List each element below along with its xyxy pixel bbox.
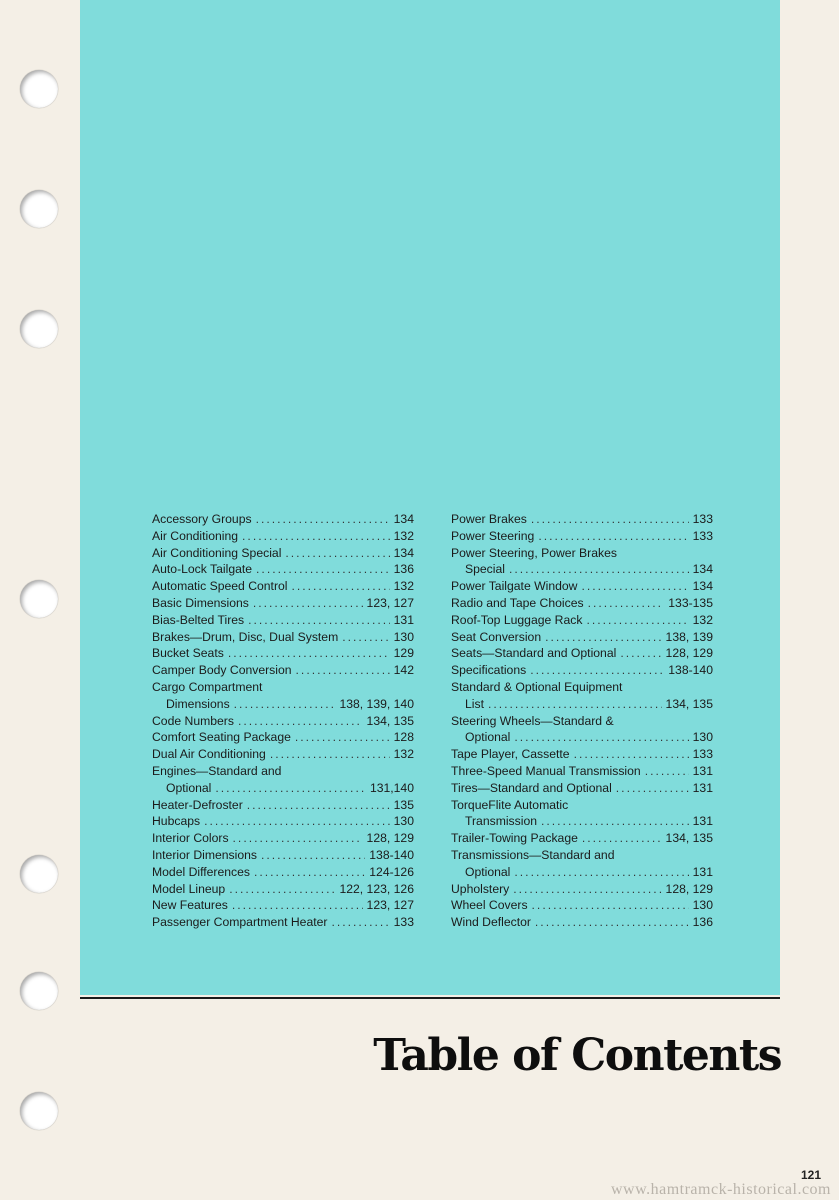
entry-label: Dimensions — [166, 696, 230, 711]
entry-label: Three-Speed Manual Transmission — [451, 763, 641, 778]
entry-page: 133-135 — [668, 595, 713, 610]
entry-page: 128 — [393, 730, 414, 745]
dot-leader — [285, 545, 389, 562]
entry-page: 128, 129 — [366, 831, 414, 846]
index-entry — [152, 746, 414, 763]
dot-leader — [256, 511, 390, 528]
entry-label: Interior Dimensions — [152, 847, 257, 862]
dot-leader — [261, 847, 365, 864]
dot-leader — [248, 612, 390, 629]
index-entry — [451, 595, 713, 612]
dot-leader — [581, 578, 688, 595]
index-entry — [451, 830, 713, 847]
index-entry — [451, 545, 713, 562]
index-entry — [451, 763, 713, 780]
index-entry — [152, 511, 414, 528]
entry-page: 134 — [692, 562, 713, 577]
index-entry — [152, 696, 414, 713]
dot-leader — [514, 864, 688, 881]
binder-hole — [20, 580, 58, 618]
index-entry — [152, 830, 414, 847]
entry-label: Trailer-Towing Package — [451, 831, 578, 846]
index-entry — [451, 629, 713, 646]
dot-leader — [535, 914, 689, 931]
index-entry — [152, 612, 414, 629]
index-entry — [152, 797, 414, 814]
entry-page: 133 — [692, 747, 713, 762]
index-entry — [152, 813, 414, 830]
binder-hole — [20, 70, 58, 108]
index-entry — [152, 545, 414, 562]
index-entry — [152, 897, 414, 914]
entry-page: 131 — [692, 864, 713, 879]
index-entry — [451, 914, 713, 931]
dot-leader — [545, 629, 661, 646]
entry-label: New Features — [152, 898, 228, 913]
entry-label: Brakes—Drum, Disc, Dual System — [152, 629, 339, 644]
watermark: www.hamtramck-historical.com — [610, 1181, 831, 1198]
dot-leader — [247, 797, 390, 814]
index-entry — [451, 847, 713, 864]
dot-leader — [253, 595, 363, 612]
dot-leader — [513, 881, 661, 898]
entry-page: 130 — [393, 814, 414, 829]
dot-leader — [215, 780, 366, 797]
entry-label: Seat Conversion — [451, 629, 542, 644]
entry-page: 129 — [393, 646, 414, 661]
dot-leader — [295, 729, 390, 746]
entry-label: Hubcaps — [152, 814, 201, 829]
index-entry — [152, 528, 414, 545]
index-entry — [152, 780, 414, 797]
entry-label: Camper Body Conversion — [152, 663, 292, 678]
index-entry — [451, 612, 713, 629]
entry-label: Air Conditioning — [152, 528, 239, 543]
index-entry — [152, 713, 414, 730]
dot-leader — [509, 561, 689, 578]
entry-page: 132 — [393, 747, 414, 762]
dot-leader — [256, 561, 390, 578]
entry-page: 130 — [692, 898, 713, 913]
entry-page: 131 — [393, 612, 414, 627]
entry-page: 133 — [692, 528, 713, 543]
entry-label: Model Differences — [152, 864, 250, 879]
entry-page: 123, 127 — [366, 898, 414, 913]
entry-label: Automatic Speed Control — [152, 579, 288, 594]
dot-leader — [229, 881, 335, 898]
entry-page: 130 — [692, 730, 713, 745]
dot-leader — [292, 578, 390, 595]
index-entry — [152, 847, 414, 864]
dot-leader — [531, 511, 689, 528]
entry-page: 124-126 — [369, 864, 414, 879]
entry-label: Seats—Standard and Optional — [451, 646, 617, 661]
dot-leader — [228, 645, 390, 662]
index-entry — [451, 729, 713, 746]
entry-page: 132 — [692, 612, 713, 627]
dot-leader — [620, 645, 661, 662]
entry-label: Standard & Optional Equipment — [451, 679, 623, 694]
entry-label: Radio and Tape Choices — [451, 595, 584, 610]
dot-leader — [532, 897, 689, 914]
dot-leader — [488, 696, 662, 713]
dot-leader — [331, 914, 389, 931]
entry-label: Code Numbers — [152, 713, 234, 728]
entry-label: Interior Colors — [152, 831, 229, 846]
dot-leader — [530, 662, 664, 679]
dot-leader — [538, 528, 688, 545]
entry-page: 138, 139, 140 — [339, 696, 414, 711]
entry-label: Power Tailgate Window — [451, 579, 578, 594]
index-entry — [451, 561, 713, 578]
entry-page: 123, 127 — [366, 595, 414, 610]
entry-page: 134 — [393, 512, 414, 526]
index-entry — [152, 662, 414, 679]
entry-label: Wheel Covers — [451, 898, 528, 913]
dot-leader — [645, 763, 689, 780]
entry-page: 133 — [692, 512, 713, 526]
index-entry — [451, 797, 713, 814]
dot-leader — [586, 612, 688, 629]
entry-page: 134, 135 — [665, 831, 713, 846]
entry-label: Tires—Standard and Optional — [451, 780, 612, 795]
index-entry — [152, 763, 414, 780]
entry-page: 134 — [692, 579, 713, 594]
entry-page: 128, 129 — [665, 881, 713, 896]
entry-page: 131 — [692, 763, 713, 778]
index-entry — [451, 881, 713, 898]
divider-rule — [80, 997, 780, 999]
index-entry — [451, 746, 713, 763]
dot-leader — [296, 662, 390, 679]
index-entry — [451, 645, 713, 662]
index-column-left — [152, 511, 414, 931]
entry-page: 132 — [393, 528, 414, 543]
entry-label: Dual Air Conditioning — [152, 747, 266, 762]
entry-label: Auto-Lock Tailgate — [152, 562, 253, 577]
binder-holes — [0, 0, 80, 1200]
page-number: 121 — [800, 1168, 821, 1182]
entry-page: 136 — [692, 915, 713, 930]
entry-label: Cargo Compartment — [152, 679, 263, 694]
dot-leader — [232, 897, 363, 914]
index-entry — [152, 914, 414, 931]
entry-label: Specifications — [451, 663, 527, 678]
entry-label: Tape Player, Cassette — [451, 747, 570, 762]
index-entry — [451, 528, 713, 545]
dot-leader — [582, 830, 662, 847]
entry-page: 130 — [393, 629, 414, 644]
binder-hole — [20, 972, 58, 1010]
entry-page: 128, 129 — [665, 646, 713, 661]
index-entry — [451, 897, 713, 914]
entry-page: 122, 123, 126 — [339, 881, 414, 896]
index-entry — [451, 713, 713, 730]
dot-leader — [254, 864, 365, 881]
entry-page: 131,140 — [369, 780, 414, 795]
index-entry — [451, 864, 713, 881]
entry-label: Basic Dimensions — [152, 595, 249, 610]
entry-page: 131 — [692, 780, 713, 795]
entry-label: Model Lineup — [152, 881, 226, 896]
index-entry — [451, 813, 713, 830]
entry-label: Air Conditioning Special — [152, 545, 282, 560]
entry-label: List — [465, 696, 484, 711]
index-entry — [451, 578, 713, 595]
entry-page: 136 — [393, 562, 414, 577]
entry-label: Special — [465, 562, 505, 577]
dot-leader — [204, 813, 390, 830]
entry-label: Transmission — [465, 814, 538, 829]
entry-label: Wind Deflector — [451, 915, 531, 930]
dot-leader — [342, 629, 389, 646]
entry-label: Power Steering — [451, 528, 535, 543]
entry-page: 134 — [393, 545, 414, 560]
index-entry — [152, 561, 414, 578]
index-entry — [451, 780, 713, 797]
index-entry — [152, 578, 414, 595]
binder-hole — [20, 190, 58, 228]
entry-label: Steering Wheels—Standard & — [451, 713, 614, 728]
entry-label: Power Brakes — [451, 512, 527, 526]
index-entry — [152, 679, 414, 696]
dot-leader — [233, 830, 363, 847]
entry-page: 138-140 — [668, 663, 713, 678]
binder-hole — [20, 1092, 58, 1130]
entry-label: Power Steering, Power Brakes — [451, 545, 617, 560]
entry-label: Heater-Defroster — [152, 797, 243, 812]
entry-label: Bucket Seats — [152, 646, 224, 661]
dot-leader — [242, 528, 390, 545]
dot-leader — [270, 746, 390, 763]
dot-leader — [234, 696, 336, 713]
dot-leader — [574, 746, 689, 763]
entry-label: Bias-Belted Tires — [152, 612, 245, 627]
index-entry — [152, 645, 414, 662]
index-entry — [152, 864, 414, 881]
entry-page: 138-140 — [369, 847, 414, 862]
entry-label: Roof-Top Luggage Rack — [451, 612, 583, 627]
index-entry — [451, 662, 713, 679]
page-title: Table of Contents — [373, 1030, 781, 1081]
entry-label: Accessory Groups — [152, 512, 252, 526]
entry-page: 138, 139 — [665, 629, 713, 644]
index-entry — [152, 595, 414, 612]
index-entry — [451, 511, 713, 528]
entry-label: Optional — [166, 780, 212, 795]
dot-leader — [514, 729, 688, 746]
entry-label: Optional — [465, 864, 511, 879]
entry-label: TorqueFlite Automatic — [451, 797, 569, 812]
entry-page: 142 — [393, 663, 414, 678]
index-entry — [152, 729, 414, 746]
index-entry — [152, 881, 414, 898]
binder-hole — [20, 855, 58, 893]
binder-hole — [20, 310, 58, 348]
entry-label: Engines—Standard and — [152, 763, 282, 778]
index-entry — [451, 679, 713, 696]
dot-leader — [616, 780, 689, 797]
entry-page: 132 — [393, 579, 414, 594]
entry-page: 131 — [692, 814, 713, 829]
dot-leader — [238, 713, 363, 730]
entry-label: Optional — [465, 730, 511, 745]
entry-page: 135 — [393, 797, 414, 812]
index-column-right — [451, 511, 713, 931]
index-entry — [152, 629, 414, 646]
entry-page: 134, 135 — [665, 696, 713, 711]
entry-label: Passenger Compartment Heater — [152, 915, 328, 930]
dot-leader — [588, 595, 665, 612]
entry-label: Transmissions—Standard and — [451, 847, 615, 862]
index-entry — [451, 696, 713, 713]
entry-label: Upholstery — [451, 881, 510, 896]
entry-label: Comfort Seating Package — [152, 730, 291, 745]
dot-leader — [541, 813, 689, 830]
entry-page: 134, 135 — [366, 713, 414, 728]
entry-page: 133 — [393, 915, 414, 930]
